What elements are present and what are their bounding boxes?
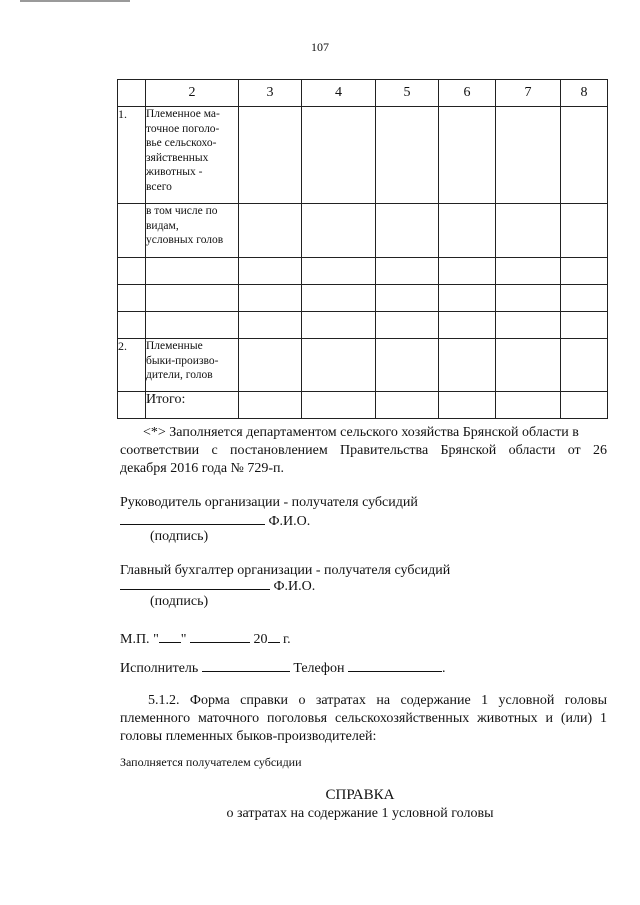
head-fio: Ф.И.О. xyxy=(268,514,311,529)
row-number: 2. xyxy=(118,339,146,392)
row-label: Племенное ма- точное поголо- вье сельскохо- зяйственных животных - всего xyxy=(146,107,239,204)
table-row xyxy=(118,204,608,258)
executor-blank xyxy=(202,657,290,672)
year-prefix: 20 xyxy=(253,632,268,647)
footnote-line: декабря 2016 года № 729-п. xyxy=(120,461,285,476)
day-blank xyxy=(159,628,181,643)
total-label: Итого: xyxy=(146,392,239,419)
table-row xyxy=(118,339,608,392)
footnote-line: соответствии с постановлением Правительства Брянской области от 26 xyxy=(120,443,607,458)
header-cell xyxy=(118,80,146,107)
row-number xyxy=(118,204,146,258)
signature-blank xyxy=(120,575,270,590)
header-cell: 5 xyxy=(376,80,439,107)
header-cell: 6 xyxy=(439,80,496,107)
accountant-fio: Ф.И.О. xyxy=(273,579,316,594)
section-line: головы племенных быков-производителей: xyxy=(120,729,377,744)
phone-label: Телефон xyxy=(293,661,345,676)
year-blank xyxy=(268,628,280,643)
head-signature-line xyxy=(120,510,310,530)
month-blank xyxy=(190,628,250,643)
year-suffix: г. xyxy=(283,632,291,647)
table-row xyxy=(118,107,608,204)
signature-blank xyxy=(120,510,265,525)
head-title: Руководитель организации - получателя субсидий xyxy=(120,495,418,510)
filled-by-note: Заполняется получателем субсидии xyxy=(120,755,302,769)
section-line: племенного маточного поголовья сельскохозяйственных животных и (или) 1 xyxy=(120,711,607,726)
table-row xyxy=(118,312,608,339)
mp-label: М.П. xyxy=(120,632,150,647)
header-cell: 7 xyxy=(496,80,561,107)
header-cell: 2 xyxy=(146,80,239,107)
data-table xyxy=(117,79,608,419)
row-number: 1. xyxy=(118,107,146,204)
footnote-line: <*> Заполняется департаментом сельского хозяйства Брянской области в xyxy=(143,425,579,440)
row-label: Племенные быки-произво- дители, голов xyxy=(146,339,239,392)
scan-edge-line xyxy=(20,0,130,2)
header-cell: 4 xyxy=(302,80,376,107)
accountant-sign-caption: (подпись) xyxy=(150,594,209,609)
document-title: СПРАВКА xyxy=(325,787,395,803)
section-line: 5.1.2. Форма справки о затратах на содержание 1 условной головы xyxy=(148,693,607,708)
table-row xyxy=(118,285,608,312)
table-header-row xyxy=(118,80,608,107)
stamp-date-line: М.П. " " 20 г. xyxy=(120,628,291,648)
table-total-row xyxy=(118,392,608,419)
accountant-signature-line xyxy=(120,575,315,595)
table-row xyxy=(118,258,608,285)
header-cell: 8 xyxy=(561,80,608,107)
row-label: в том числе по видам, условных голов xyxy=(146,204,239,258)
header-cell: 3 xyxy=(239,80,302,107)
phone-blank xyxy=(348,657,442,672)
executor-label: Исполнитель xyxy=(120,661,199,676)
page-number: 107 xyxy=(311,40,329,54)
accountant-title: Главный бухгалтер организации - получателя субсидий xyxy=(120,563,451,578)
document-subtitle: о затратах на содержание 1 условной головы xyxy=(226,806,494,821)
executor-line: Исполнитель Телефон . xyxy=(120,657,445,677)
head-sign-caption: (подпись) xyxy=(150,529,209,544)
